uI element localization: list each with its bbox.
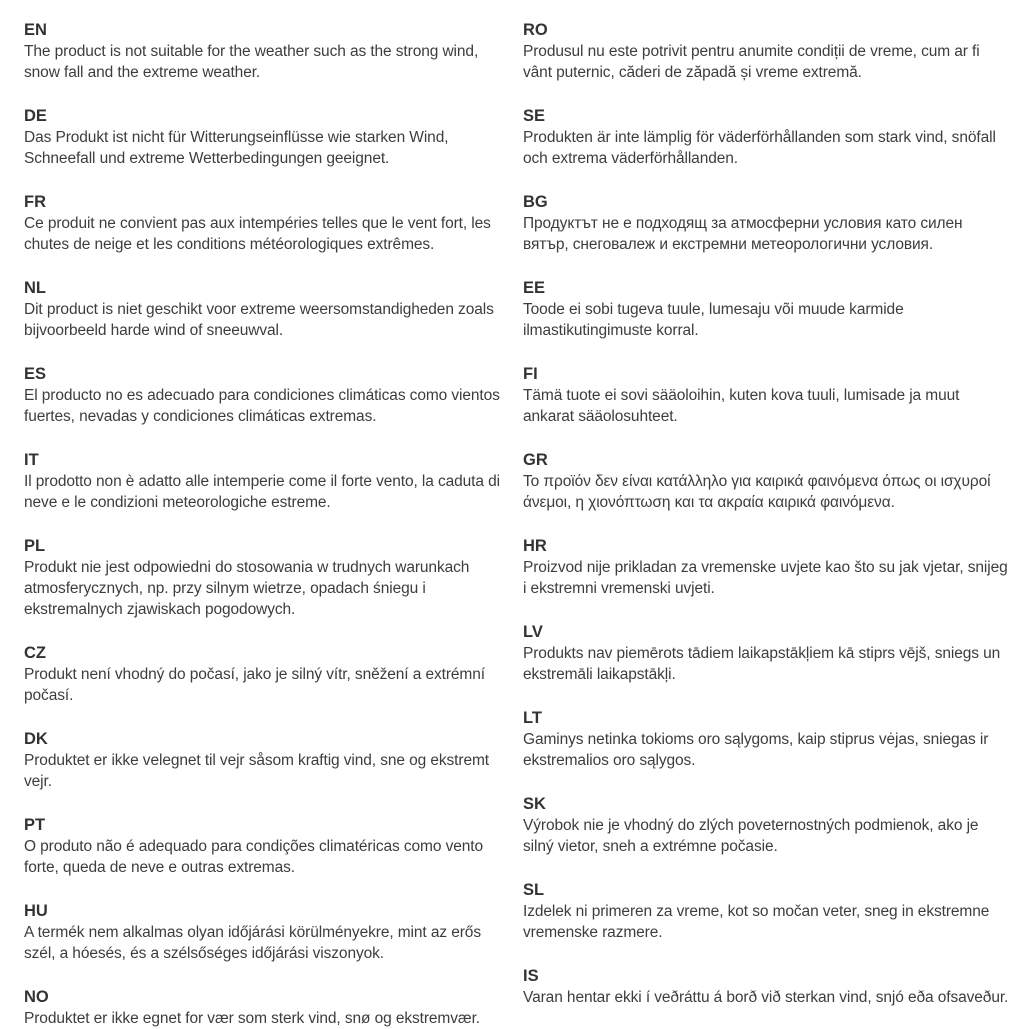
language-section-hr [523, 536, 1010, 599]
language-section-lt [523, 708, 1010, 771]
language-warning-text: O produto não é adequado para condições climatéricas como vento forte, queda de neve e outras extremas. [24, 838, 483, 876]
language-code-label: BG [523, 193, 548, 211]
language-code-label: ES [24, 365, 47, 383]
language-section-pt [24, 815, 511, 878]
language-warning-text: Produkt není vhodný do počasí, jako je silný vítr, sněžení a extrémní počasí. [24, 666, 485, 704]
language-section-fr [24, 192, 511, 255]
language-section-pl [24, 536, 511, 620]
language-section-en [24, 20, 511, 83]
language-section-it [24, 450, 511, 513]
language-warning-text: El producto no es adecuado para condiciones climáticas como vientos fuertes, nevadas y condiciones climáticas extremas. [24, 387, 500, 425]
language-code-label: NL [24, 279, 46, 297]
language-code-label: SE [523, 107, 546, 125]
language-code-label: HU [24, 902, 48, 920]
language-warning-text: Το προϊόν δεν είναι κατάλληλο για καιρικά φαινόμενα όπως οι ισχυροί άνεμοι, η χιονόπτωση και τα ακραία καιρικά φαινόμενα. [523, 473, 991, 511]
right-column [523, 20, 1010, 1024]
language-warning-text: The product is not suitable for the weather such as the strong wind, snow fall and the extreme weather. [24, 43, 479, 81]
language-warning-text: Proizvod nije prikladan za vremenske uvjete kao što su jak vjetar, snijeg i ekstremni vremenski uvjeti. [523, 559, 1008, 597]
language-section-sl [523, 880, 1010, 943]
language-warning-text: A termék nem alkalmas olyan időjárási körülményekre, mint az erős szél, a hóesés, és a szélsőséges időjárási viszonyok. [24, 924, 481, 962]
language-code-label: SL [523, 881, 545, 899]
left-column [24, 20, 511, 1027]
language-section-ee [523, 278, 1010, 341]
language-code-label: SK [523, 795, 546, 813]
language-warning-text: Gaminys netinka tokioms oro sąlygoms, kaip stiprus vėjas, sniegas ir ekstremalios oro sąlygos. [523, 731, 989, 769]
language-code-label: FI [523, 365, 538, 383]
language-code-label: EE [523, 279, 546, 297]
language-code-label: GR [523, 451, 548, 469]
language-warning-text: Varan hentar ekki í veðráttu á borð við sterkan vind, snjó eða ofsaveður. [523, 989, 1009, 1006]
language-code-label: IT [24, 451, 39, 469]
language-warning-text: Produkten är inte lämplig för väderförhållanden som stark vind, snöfall och extrema väderförhållanden. [523, 129, 996, 167]
language-section-cz [24, 643, 511, 706]
language-code-label: HR [523, 537, 547, 555]
language-warning-text: Il prodotto non è adatto alle intemperie come il forte vento, la caduta di neve e le condizioni meteorologiche estreme. [24, 473, 500, 511]
language-code-label: CZ [24, 644, 46, 662]
language-warning-text: Produsul nu este potrivit pentru anumite condiții de vreme, cum ar fi vânt puternic, căderi de zăpadă și vreme extremă. [523, 43, 980, 81]
language-section-hu [24, 901, 511, 964]
language-section-gr [523, 450, 1010, 513]
language-code-label: PL [24, 537, 46, 555]
language-code-label: PT [24, 816, 46, 834]
language-warning-text: Produkts nav piemērots tādiem laikapstākļiem kā stiprs vējš, sniegs un ekstremāli laikapstākļi. [523, 645, 1001, 683]
language-code-label: LT [523, 709, 542, 727]
language-warning-text: Produktet er ikke egnet for vær som sterk vind, snø og ekstremvær. [24, 1010, 480, 1027]
language-warning-text: Produktet er ikke velegnet til vejr såsom kraftig vind, sne og ekstremt vejr. [24, 752, 489, 790]
language-section-no [24, 987, 511, 1029]
language-code-label: DK [24, 730, 48, 748]
language-warning-text: Izdelek ni primeren za vreme, kot so močan veter, sneg in ekstremne vremenske razmere. [523, 903, 990, 941]
language-warning-text: Dit product is niet geschikt voor extreme weersomstandigheden zoals bijvoorbeeld harde wind of sneeuwval. [24, 301, 494, 339]
language-warning-text: Ce produit ne convient pas aux intempéries telles que le vent fort, les chutes de neige et les conditions météorologiques extrêmes. [24, 215, 491, 253]
language-section-ro [523, 20, 1010, 83]
language-section-fi [523, 364, 1010, 427]
language-section-sk [523, 794, 1010, 857]
language-section-is [523, 966, 1010, 1008]
language-warning-text: Продуктът не е подходящ за атмосферни условия като силен вятър, снеговалеж и екстремни метеорологични условия. [523, 215, 963, 253]
language-section-nl [24, 278, 511, 341]
language-code-label: IS [523, 967, 539, 985]
language-section-se [523, 106, 1010, 169]
language-section-lv [523, 622, 1010, 685]
language-section-de [24, 106, 511, 169]
language-code-label: FR [24, 193, 46, 211]
language-warning-text: Toode ei sobi tugeva tuule, lumesaju või muude karmide ilmastikutingimuste korral. [523, 301, 904, 339]
language-code-label: LV [523, 623, 543, 641]
language-code-label: EN [24, 21, 47, 39]
language-warning-text: Das Produkt ist nicht für Witterungseinflüsse wie starken Wind, Schneefall und extreme Wetterbedingungen geeignet. [24, 129, 449, 167]
language-section-bg [523, 192, 1010, 255]
language-warning-text: Produkt nie jest odpowiedni do stosowania w trudnych warunkach atmosferycznych, np. przy silnym wietrze, opadach śniegu i ekstremalnych zjawiskach pogodowych. [24, 559, 470, 618]
language-warning-text: Tämä tuote ei sovi sääoloihin, kuten kova tuuli, lumisade ja muut ankarat sääolosuhteet. [523, 387, 960, 425]
language-code-label: NO [24, 988, 49, 1006]
language-warning-text: Výrobok nie je vhodný do zlých poveternostných podmienok, ako je silný vietor, sneh a extrémne počasie. [523, 817, 979, 855]
language-code-label: DE [24, 107, 47, 125]
language-code-label: RO [523, 21, 548, 39]
language-section-es [24, 364, 511, 427]
language-section-dk [24, 729, 511, 792]
